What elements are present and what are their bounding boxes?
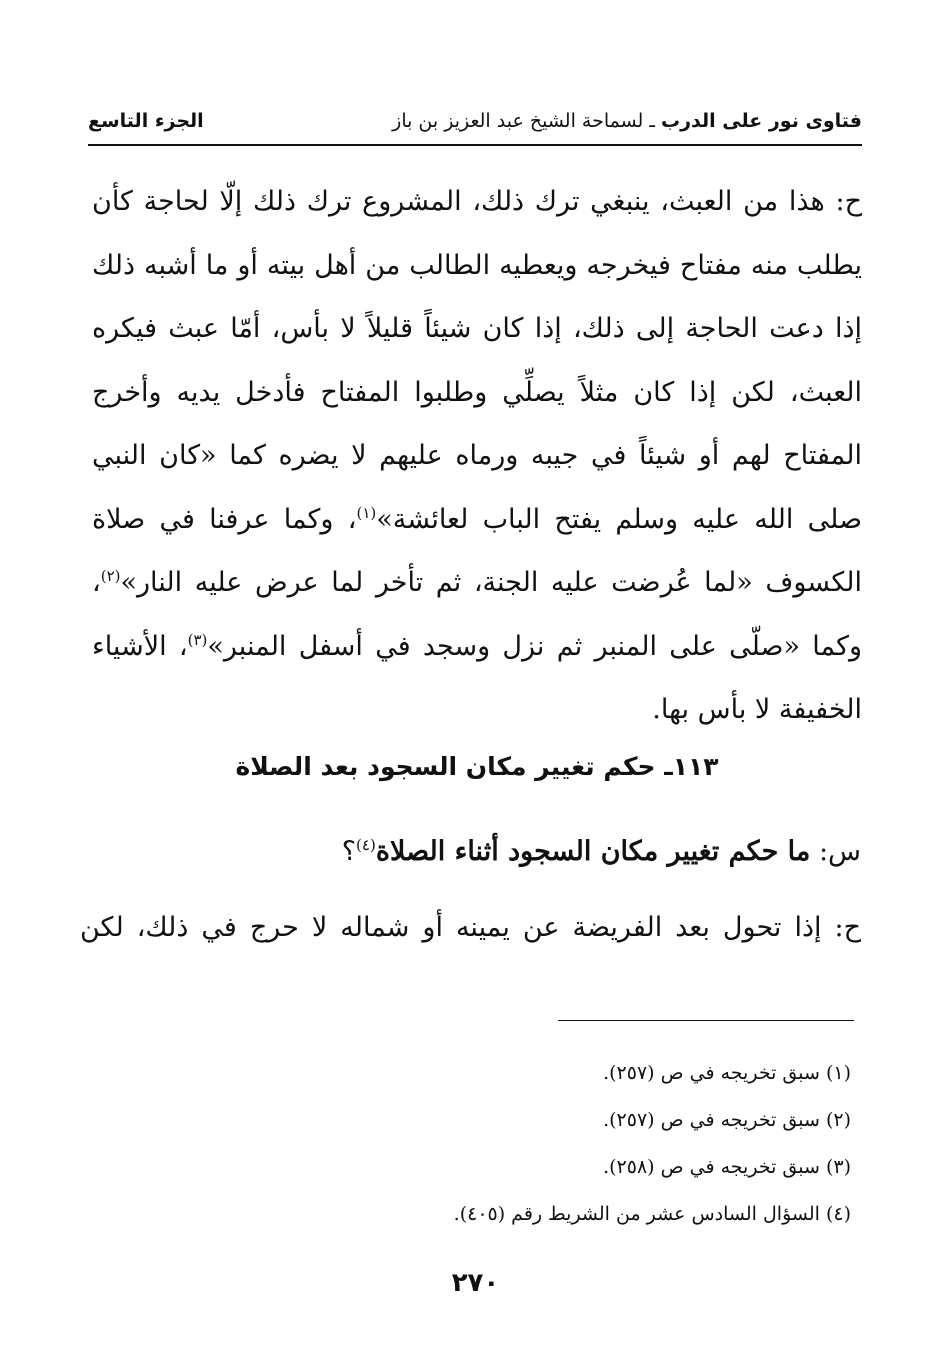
answer-text-2: ، وكما عرفنا في صلاة الكسوف «لما عُرضت عليه الجنة، ثم تأخر لما عرض عليه النار»	[92, 503, 862, 598]
answer-text-3: ، وكما «صلّى على المنبر ثم نزل وسجد في أسفل المنبر»	[92, 567, 862, 662]
answer-text-4: ، الأشياء الخفيفة لا بأس بها.	[92, 630, 862, 725]
question	[342, 836, 861, 867]
footnote-4: (٤) السؤال السادس عشر من الشريط رقم (٤٠٥).	[453, 1203, 851, 1225]
footnote-ref-1: (١)	[356, 503, 377, 522]
running-header	[88, 104, 862, 146]
answer-start	[80, 912, 861, 943]
answer-text-1: هذا من العبث، ينبغي ترك ذلك، المشروع ترك ذلك إلّا لحاجة كأن يطلب منه مفتاح فيخرجه ويعطيه الطالب من أهل بيته أو ما أشبه ذلك إذا دعت الحاجة إلى ذلك، إذا كان شيئاً قليلاً لا بأس، أمّا عبث فيكره العبث، لكن إذا كان مثلاً يصلِّي وطلبوا المفتاح فأدخل يديه وأخرج المفتاح لهم أو شيئاً في جيبه ورماه عليهم لا يضره كما «كان النبي صلى الله عليه وسلم يفتح الباب لعائشة»	[92, 186, 863, 535]
footnote-ref-2: (٢)	[100, 567, 121, 585]
footnote-separator	[558, 1020, 854, 1021]
answer-start-prefix: ح:	[821, 912, 862, 943]
part-label: الجزء التاسع	[88, 110, 204, 132]
question-end: ؟	[341, 836, 357, 867]
footnote-3: (٣) سبق تخريجه في ص (٢٥٨).	[603, 1156, 851, 1178]
answer-paragraph	[92, 170, 862, 742]
footnote-1: (١) سبق تخريجه في ص (٢٥٧).	[603, 1062, 851, 1084]
question-text: ما حكم تغيير مكان السجود أثناء الصلاة	[375, 836, 811, 867]
footnote-ref-3: (٣)	[187, 630, 208, 649]
section-heading: ١١٣ـ حكم تغيير مكان السجود بعد الصلاة	[235, 752, 719, 781]
answer-prefix: ح:	[824, 186, 862, 217]
question-prefix: س:	[810, 836, 861, 867]
header-title	[392, 110, 862, 132]
book-title: فتاوى نور على الدرب	[661, 110, 862, 132]
author-line: ـ لسماحة الشيخ عبد العزيز بن باز	[392, 110, 655, 132]
answer-start-text: إذا تحول بعد الفريضة عن يمينه أو شماله لا حرج في ذلك، لكن	[80, 912, 822, 943]
page-number: ٢٧٠	[451, 1268, 500, 1298]
footnote-ref-4: (٤)	[356, 836, 376, 854]
footnote-2: (٢) سبق تخريجه في ص (٢٥٧).	[603, 1109, 851, 1131]
footnotes	[454, 1050, 851, 1238]
